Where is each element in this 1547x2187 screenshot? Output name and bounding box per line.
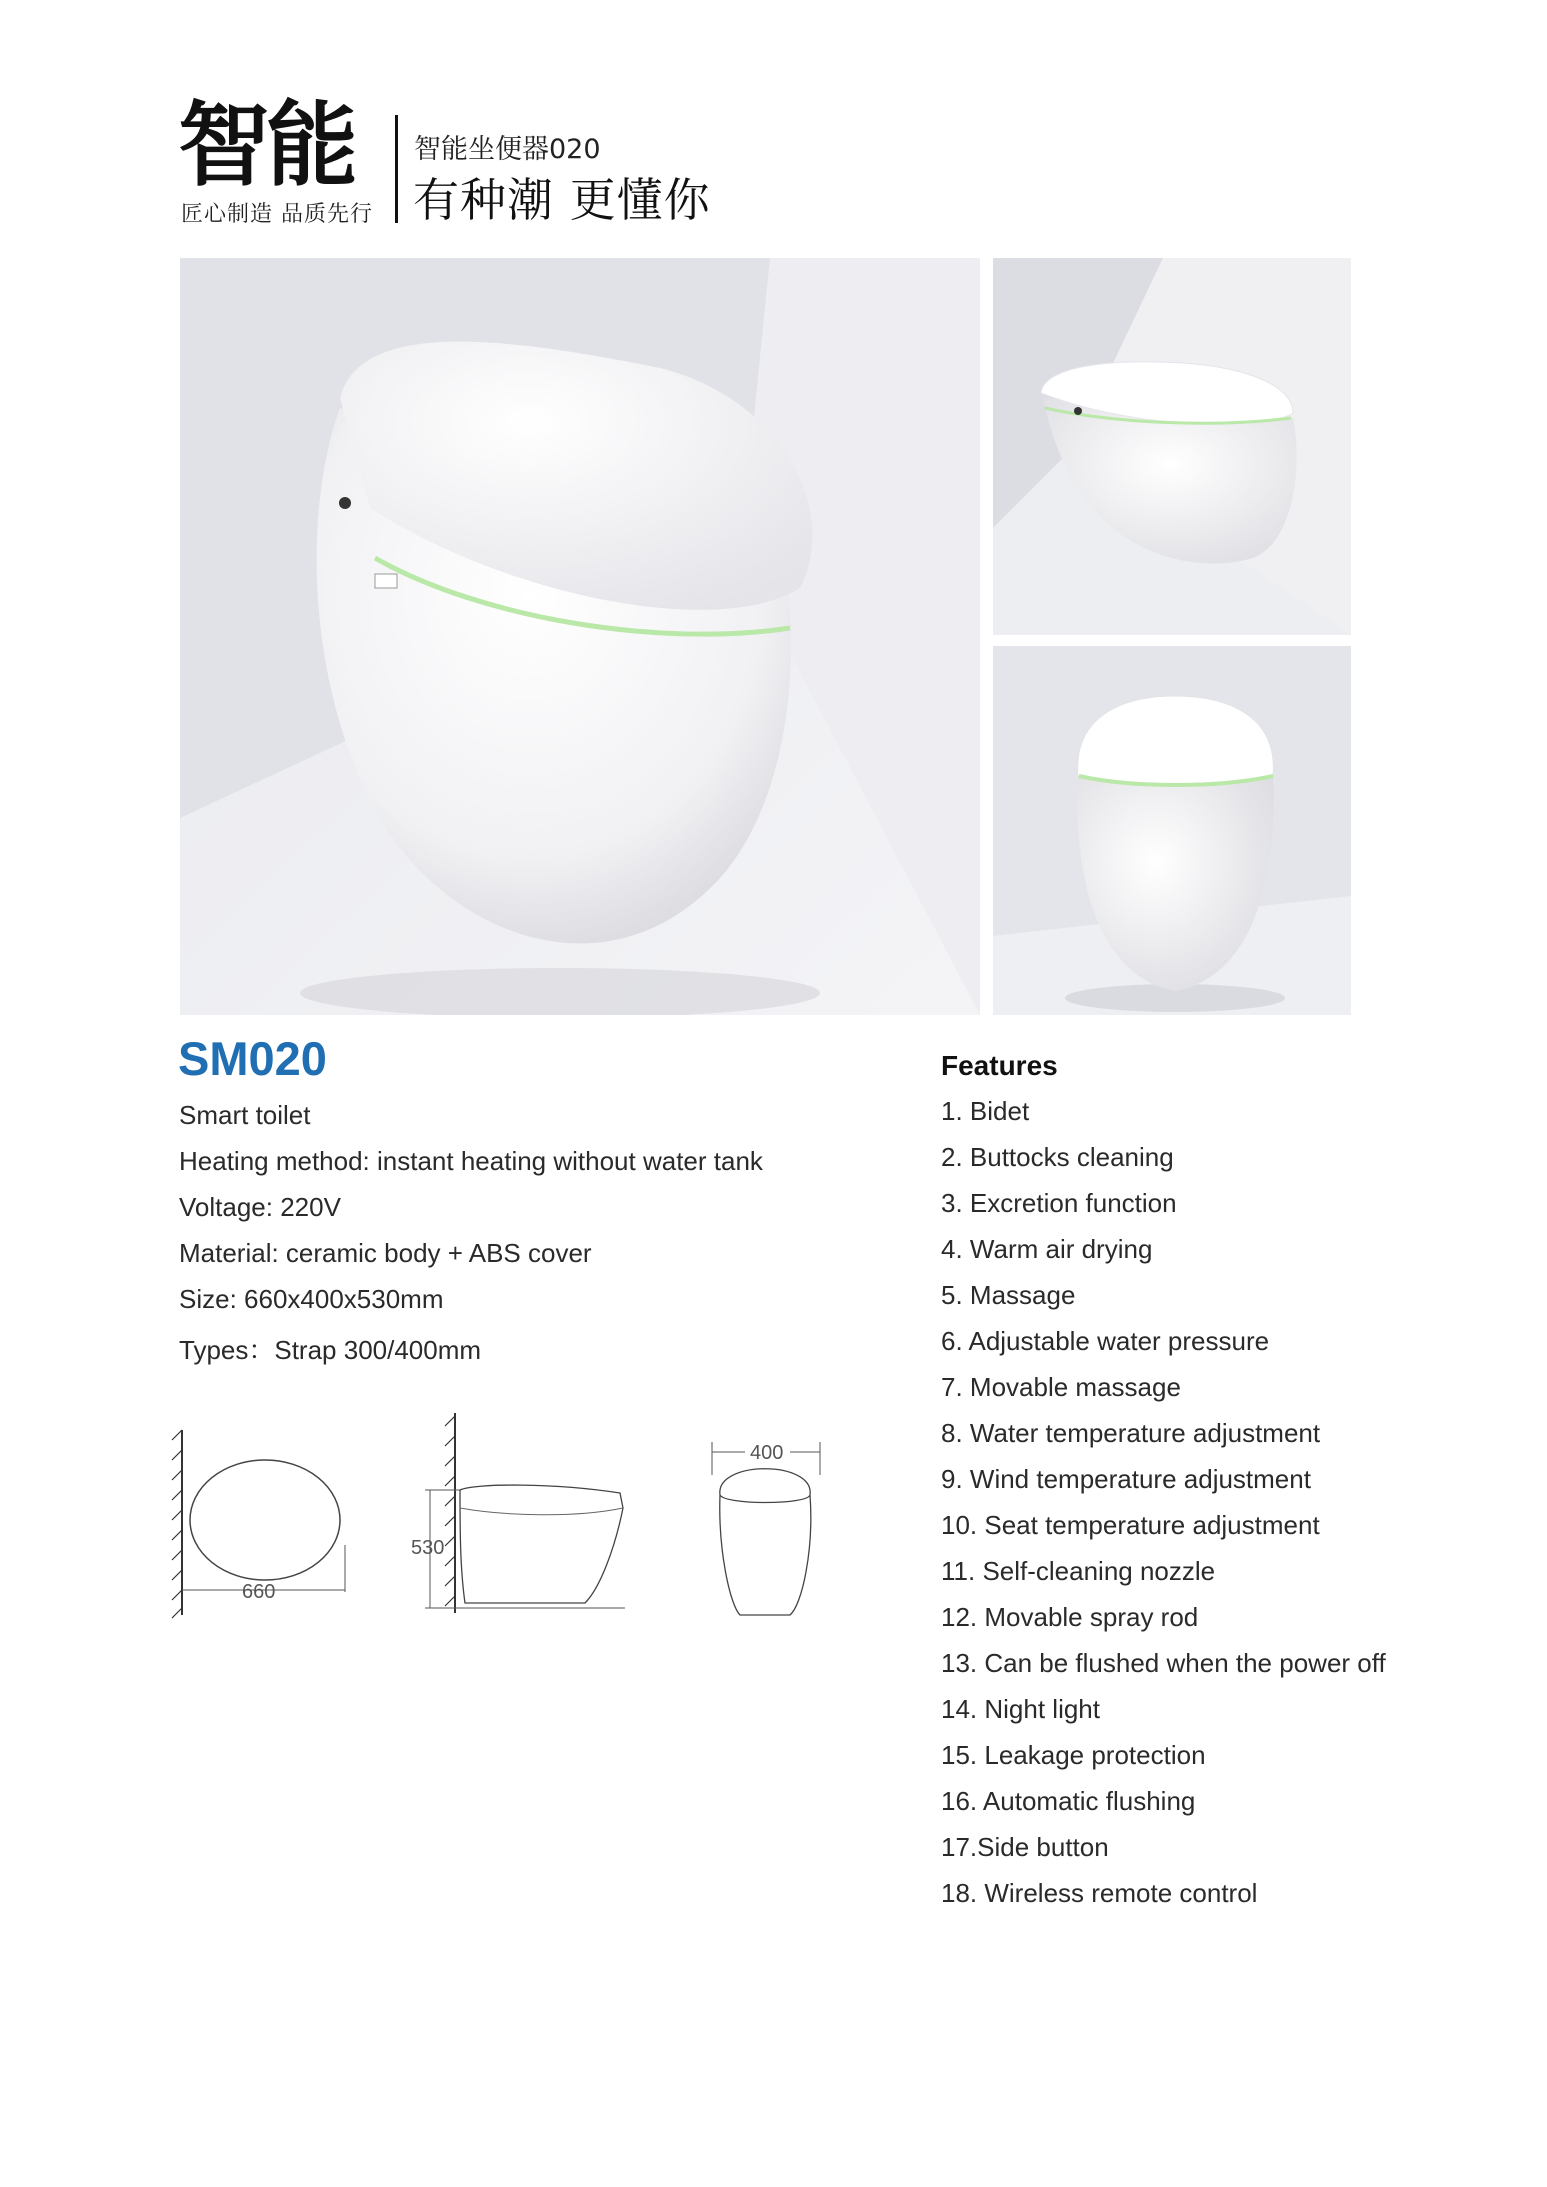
feature-item: 8. Water temperature adjustment <box>941 1418 1321 1448</box>
feature-item: 1. Bidet <box>941 1096 1030 1126</box>
spec-types: Types：Strap 300/400mm <box>179 1335 482 1365</box>
product-line-title: 智能坐便器020 <box>414 134 601 165</box>
header-divider <box>395 115 398 223</box>
feature-item: 16. Automatic flushing <box>941 1786 1196 1816</box>
spec-type: Smart toilet <box>179 1100 311 1130</box>
dimension-width: 400 <box>750 1442 784 1464</box>
feature-item: 9. Wind temperature adjustment <box>941 1464 1311 1494</box>
feature-item: 10. Seat temperature adjustment <box>941 1510 1320 1540</box>
features-title: Features <box>941 1050 1058 1081</box>
feature-item: 2. Buttocks cleaning <box>941 1142 1174 1172</box>
brand-logo-text: 智能 <box>178 92 355 199</box>
spec-size: Size: 660x400x530mm <box>179 1284 444 1314</box>
feature-item: 4. Warm air drying <box>941 1234 1153 1264</box>
feature-item: 14. Night light <box>941 1694 1100 1724</box>
side-view-photo <box>993 258 1351 635</box>
feature-item: 15. Leakage protection <box>941 1740 1206 1770</box>
dimension-length: 660 <box>242 1581 276 1603</box>
spec-material: Material: ceramic body + ABS cover <box>179 1238 592 1268</box>
main-product-photo <box>180 258 980 1015</box>
spec-voltage: Voltage: 220V <box>179 1192 341 1222</box>
spec-heating: Heating method: instant heating without water tank <box>179 1146 763 1176</box>
feature-item: 17.Side button <box>941 1832 1109 1862</box>
side-view-diagram <box>405 1408 635 1623</box>
feature-item: 7. Movable massage <box>941 1372 1181 1402</box>
feature-item: 12. Movable spray rod <box>941 1602 1199 1632</box>
feature-item: 13. Can be flushed when the power off <box>941 1648 1386 1678</box>
feature-item: 6. Adjustable water pressure <box>941 1326 1270 1356</box>
front-view-diagram <box>710 1440 830 1625</box>
brand-slogan: 匠心制造 品质先行 <box>181 202 373 227</box>
feature-item: 11. Self-cleaning nozzle <box>941 1556 1216 1586</box>
feature-item: 18. Wireless remote control <box>941 1878 1258 1908</box>
dimension-height: 530 <box>411 1537 445 1559</box>
top-view-diagram <box>170 1420 360 1620</box>
tagline: 有种潮 更懂你 <box>413 173 711 227</box>
feature-item: 5. Massage <box>941 1280 1076 1310</box>
feature-item: 3. Excretion function <box>941 1188 1177 1218</box>
front-view-photo <box>993 646 1351 1015</box>
model-number: SM020 <box>178 1032 327 1085</box>
